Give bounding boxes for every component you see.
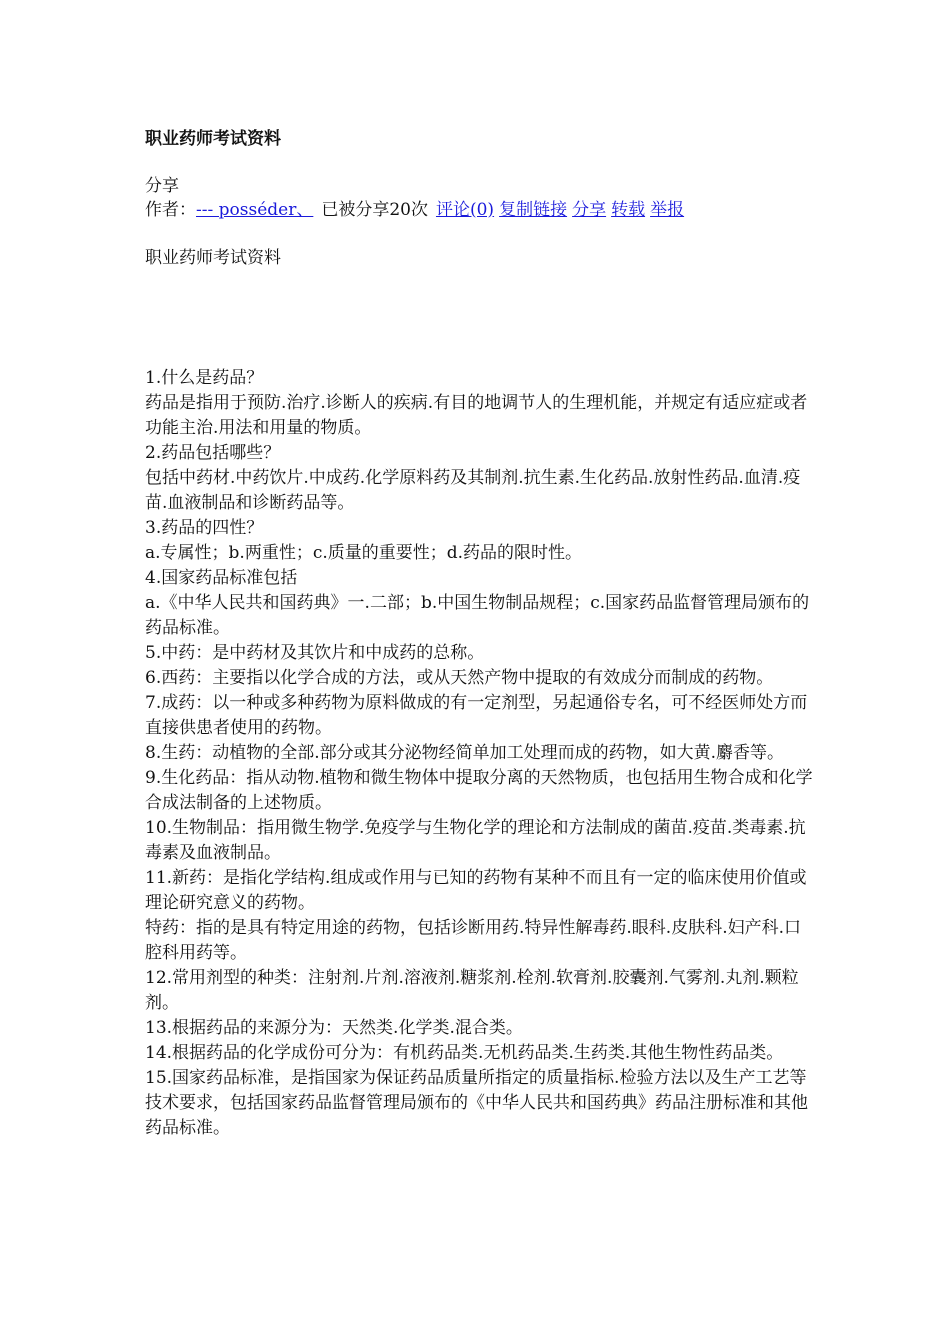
paragraph: 3.药品的四性？ xyxy=(145,518,264,538)
paragraph: 14.根据药品的化学成份可分为：有机药品类.无机药品类.生药类.其他生物性药品类。 xyxy=(145,1043,784,1063)
repost-link[interactable]: 转载 xyxy=(611,200,646,220)
share-label: 分享 xyxy=(145,176,179,196)
paragraph: 12.常用剂型的种类：注射剂.片剂.溶液剂.糖浆剂.栓剂.软膏剂.胶囊剂.气雾剂.丸剂.颗粒剂。 xyxy=(145,968,799,1013)
paragraph: 6.西药：主要指以化学合成的方法，或从天然产物中提取的有效成分而制成的药物。 xyxy=(145,668,774,688)
paragraph: 4.国家药品标准包括 xyxy=(145,568,298,588)
paragraph: 包括中药材.中药饮片.中成药.化学原料药及其制剂.抗生素.生化药品.放射性药品.血清.疫苗.血液制品和诊断药品等。 xyxy=(145,468,801,513)
author-meta-line xyxy=(145,198,684,222)
comments-link[interactable]: 评论(0) xyxy=(435,200,495,220)
document-title: 职业药师考试资料 xyxy=(145,129,281,149)
paragraph: 5.中药：是中药材及其饮片和中成药的总称。 xyxy=(145,643,485,663)
paragraph: a.专属性；b.两重性；c.质量的重要性；d.药品的限时性。 xyxy=(145,543,583,563)
paragraph: 1.什么是药品？ xyxy=(145,368,264,388)
share-link[interactable]: 分享 xyxy=(572,200,607,220)
author-label: 作者： xyxy=(145,200,196,220)
share-count: 已被分享20次 xyxy=(321,200,428,220)
document-body xyxy=(145,366,815,1141)
paragraph: 特药：指的是具有特定用途的药物，包括诊断用药.特异性解毒药.眼科.皮肤科.妇产科.口腔科用药等。 xyxy=(145,918,802,963)
report-link[interactable]: 举报 xyxy=(650,200,685,220)
author-link[interactable]: --- posséder、 xyxy=(196,200,314,220)
paragraph: 10.生物制品：指用微生物学.免疫学与生物化学的理论和方法制成的菌苗.疫苗.类毒素.抗毒素及血液制品。 xyxy=(145,818,806,863)
paragraph: 13.根据药品的来源分为：天然类.化学类.混合类。 xyxy=(145,1018,523,1038)
paragraph: 7.成药：以一种或多种药物为原料做成的有一定剂型，另起通俗专名，可不经医师处方而直接供患者使用的药物。 xyxy=(145,693,808,738)
copy-link-link[interactable]: 复制链接 xyxy=(499,200,568,220)
paragraph: a.《中华人民共和国药典》一.二部；b.中国生物制品规程；c.国家药品监督管理局颁布的药品标准。 xyxy=(145,593,810,638)
paragraph: 11.新药：是指化学结构.组成或作用与已知的药物有某种不而且有一定的临床使用价值或理论研究意义的药物。 xyxy=(145,868,807,913)
paragraph: 2.药品包括哪些？ xyxy=(145,443,281,463)
paragraph: 药品是指用于预防.治疗.诊断人的疾病.有目的地调节人的生理机能，并规定有适应症或者功能主治.用法和用量的物质。 xyxy=(145,393,808,438)
paragraph: 8.生药：动植物的全部.部分或其分泌物经简单加工处理而成的药物，如大黄.麝香等。 xyxy=(145,743,785,763)
document-subtitle: 职业药师考试资料 xyxy=(145,248,281,268)
paragraph: 9.生化药品：指从动物.植物和微生物体中提取分离的天然物质，也包括用生物合成和化学合成法制备的上述物质。 xyxy=(145,768,813,813)
paragraph: 15.国家药品标准，是指国家为保证药品质量所指定的质量指标.检验方法以及生产工艺等技术要求，包括国家药品监督管理局颁布的《中华人民共和国药典》药品注册标准和其他药品标准。 xyxy=(145,1068,808,1138)
